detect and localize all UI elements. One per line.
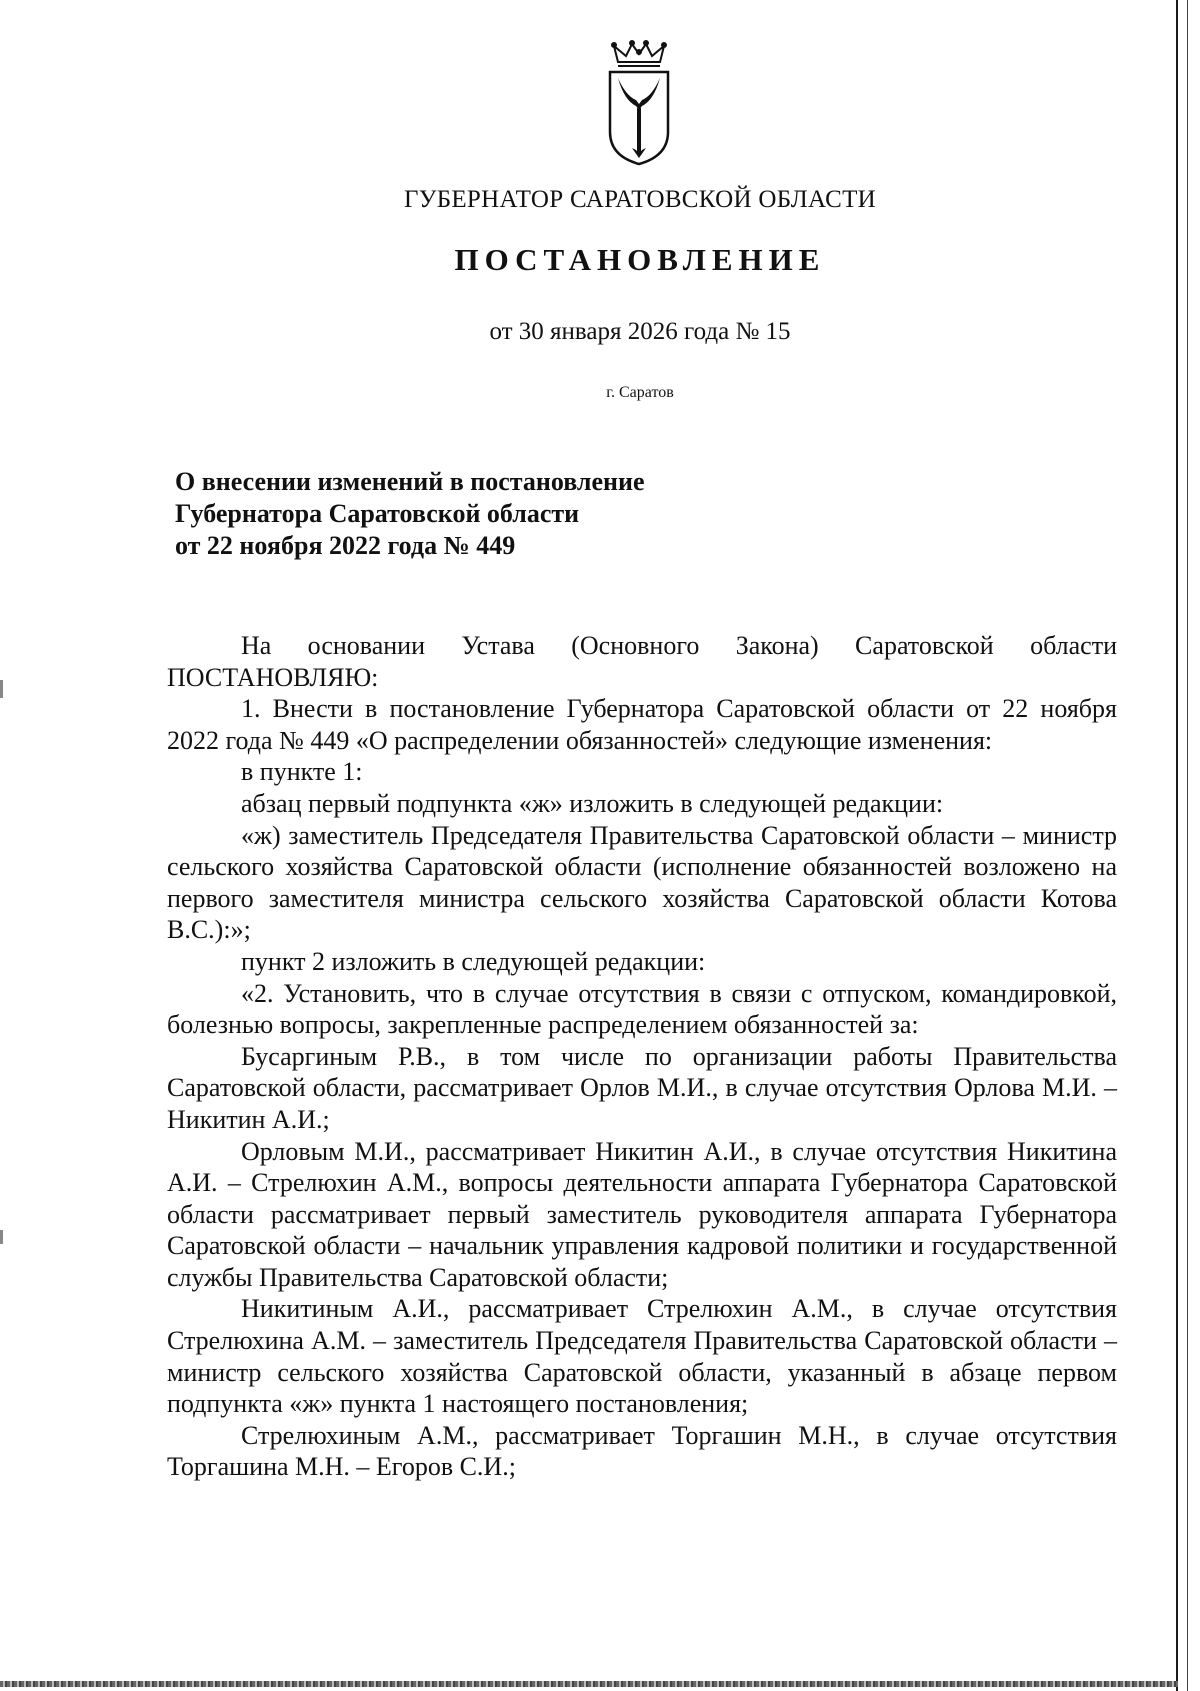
scan-border-bottom — [0, 1681, 1178, 1687]
issuing-authority: ГУБЕРНАТОР САРАТОВСКОЙ ОБЛАСТИ — [403, 186, 877, 213]
subject-line: от 22 ноября 2022 года № 449 — [175, 531, 516, 560]
paragraph: 1. Внести в постановление Губернатора Саратовской области от 22 ноября 2022 года № 449 «О распределении обязанностей» следующие изменения: — [167, 694, 1117, 755]
paragraph: «2. Установить, что в случае отсутствия в связи с отпуском, командировкой, болезнью вопросы, закрепленные распределением обязанностей за: — [167, 978, 1117, 1040]
coat-of-arms-icon — [604, 40, 674, 168]
paragraph: Никитиным А.И., рассматривает Стрелюхин А.М., в случае отсутствия Стрелюхина А.М. – заместитель Председателя Правительства Саратовской области – министр сельского хозяйства Саратовской области, указанный в абзаце первом подпункта «ж» пункта 1 настоящего постановления; — [167, 1294, 1117, 1419]
document-body — [167, 630, 1117, 1483]
paragraph: Орловым М.И., рассматривает Никитин А.И., в случае отсутствия Никитина А.И. – Стрелюхин А.М., вопросы деятельности аппарата Губернатора Саратовской области рассматривает первый заместитель руководителя аппарата Губернатора Саратовской области – начальник управления кадровой политики и государственной службы Правительства Саратовской области; — [167, 1136, 1117, 1292]
subject-line: Губернатора Саратовской области — [175, 499, 580, 528]
scan-mark — [0, 680, 3, 698]
document-subject — [175, 466, 645, 562]
document-date-number: от 30 января 2026 года № 15 — [489, 318, 791, 345]
document-city: г. Саратов — [606, 384, 674, 401]
paragraph: в пункте 1: — [241, 757, 363, 787]
paragraph: На основании Устава (Основного Закона) Саратовской области ПОСТАНОВЛЯЮ: — [167, 631, 1117, 692]
paragraph: Бусаргиным Р.В., в том числе по организации работы Правительства Саратовской области, рассматривает Орлов М.И., в случае отсутствия Орлова М.И. – Никитин А.И.; — [167, 1041, 1117, 1134]
paragraph: «ж) заместитель Председателя Правительства Саратовской области – министр сельского хозяйства Саратовской области (исполнение обязанностей возложено на первого заместителя министра сельского хозяйства Саратовской области Котова В.С.):»; — [167, 820, 1117, 945]
scan-mark — [0, 1230, 3, 1244]
document-type: ПОСТАНОВЛЕНИЕ — [454, 242, 826, 277]
paragraph: абзац первый подпункта «ж» изложить в следующей редакции: — [241, 788, 944, 818]
subject-line: О внесении изменений в постановление — [175, 467, 645, 496]
paragraph: Стрелюхиным А.М., рассматривает Торгашин М.Н., в случае отсутствия Торгашина М.Н. – Егоров С.И.; — [167, 1420, 1117, 1482]
paragraph: пункт 2 изложить в следующей редакции: — [241, 946, 706, 976]
